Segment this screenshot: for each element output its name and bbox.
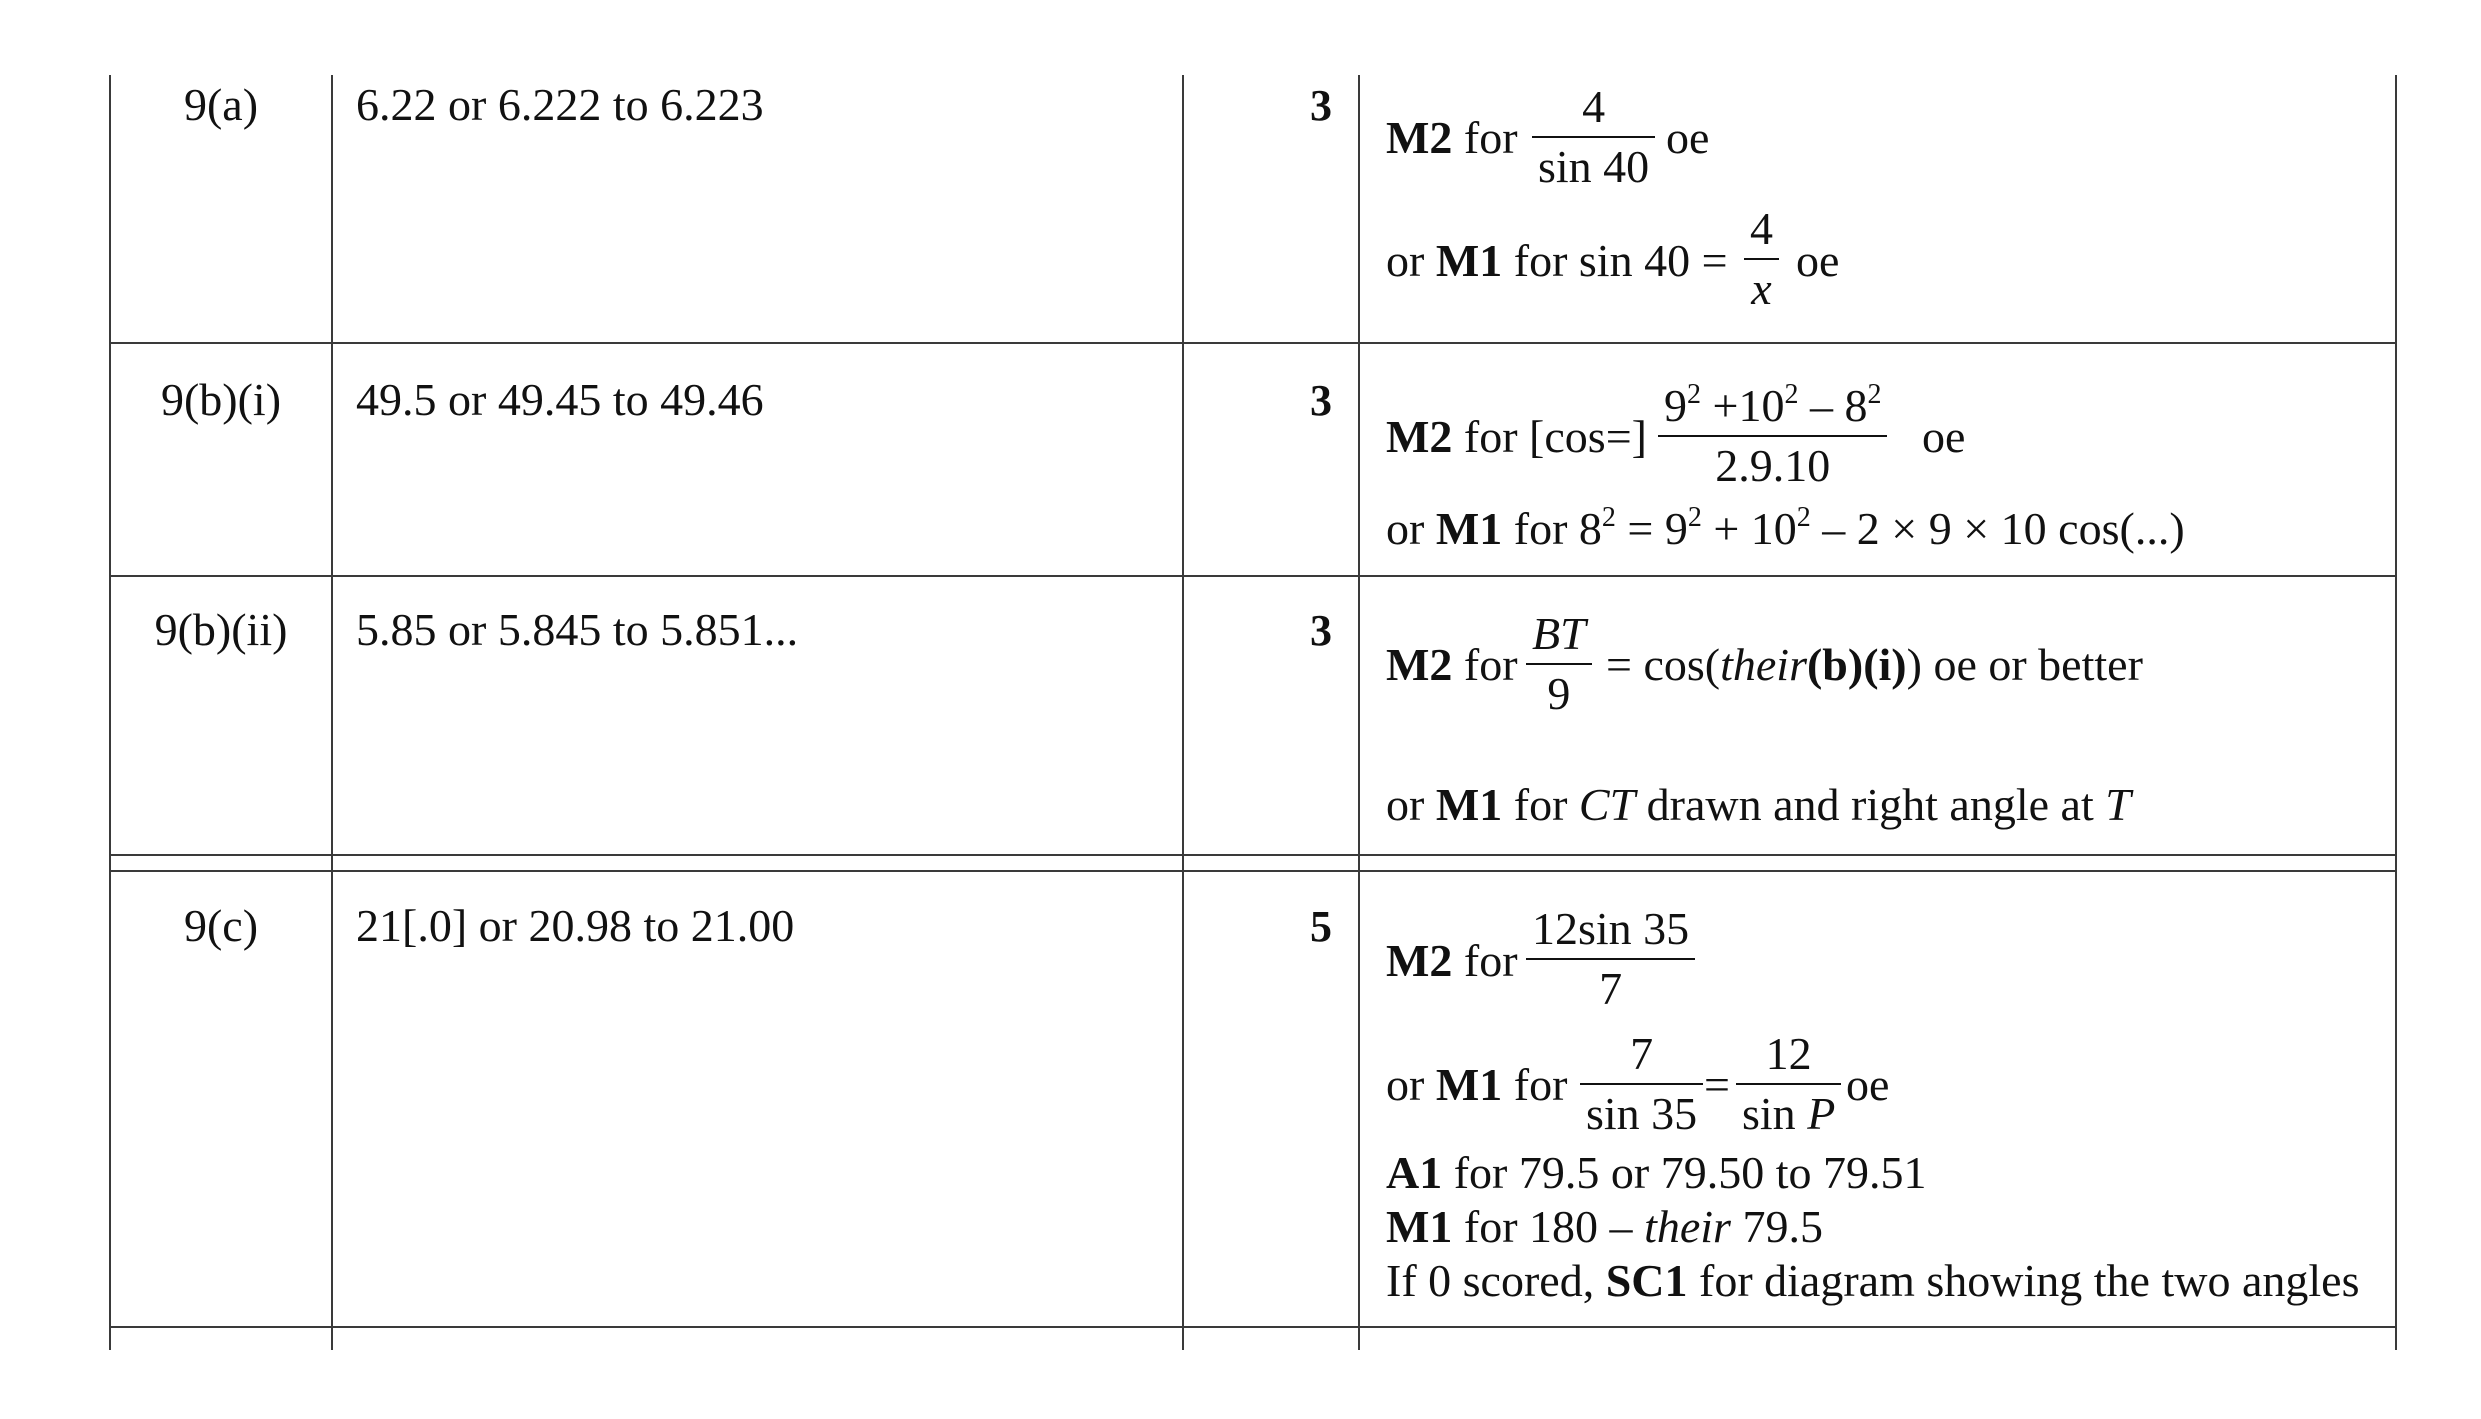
- column-divider-answer: [331, 75, 333, 1350]
- column-divider-marks: [1182, 75, 1184, 1350]
- row-divider: [109, 1326, 2397, 1328]
- m2-line: M2 for: [1386, 112, 1518, 163]
- row-divider: [109, 342, 2397, 344]
- question-number: 9(a): [183, 79, 259, 130]
- cos-expression: = cos(their(b)(i)) oe or better: [1606, 639, 2143, 690]
- table-border-right: [2395, 75, 2397, 1350]
- answer-cell: 49.5 or 49.45 to 49.46: [356, 374, 764, 425]
- answer-cell: 5.85 or 5.845 to 5.851...: [356, 604, 799, 655]
- sc1-line: If 0 scored, SC1 for diagram showing the two angles: [1386, 1255, 2360, 1306]
- row-divider: [109, 870, 2397, 872]
- fraction: 4 x: [1744, 206, 1779, 312]
- answer-cell: 21[.0] or 20.98 to 21.00: [356, 900, 795, 951]
- row-divider: [109, 854, 2397, 856]
- oe-note: oe: [1796, 235, 1840, 286]
- m1-line: or M1 for CT drawn and right angle at T: [1386, 779, 2131, 830]
- answer-cell: 6.22 or 6.222 to 6.223: [356, 79, 764, 130]
- question-number: 9(c): [183, 900, 259, 951]
- m2-line: M2 for: [1386, 935, 1518, 986]
- m2-line: M2 for [cos=]: [1386, 411, 1647, 462]
- fraction: BT 9: [1526, 611, 1592, 717]
- marks-cell: 5: [1310, 902, 1332, 951]
- marks-cell: 3: [1310, 606, 1332, 655]
- m1-line: M1 for 180 – their 79.5: [1386, 1201, 1823, 1252]
- m1-line: or M1 for: [1386, 1059, 1568, 1110]
- fraction: 7 sin 35: [1580, 1031, 1703, 1137]
- fraction: 4 sin 40: [1532, 84, 1655, 190]
- oe-note: oe: [1922, 411, 1966, 462]
- fraction: $9^2 +10^2 - 8^2$ 2.9.10: [1658, 383, 1887, 489]
- fraction: 12 sin P: [1736, 1031, 1841, 1137]
- table-border-left: [109, 75, 111, 1350]
- oe-note: oe: [1666, 112, 1710, 163]
- question-number: 9(b)(i): [160, 374, 282, 425]
- question-number: 9(b)(ii): [154, 604, 288, 655]
- equals-sign: =: [1704, 1059, 1730, 1110]
- fraction: 12sin 35 7: [1526, 906, 1695, 1012]
- marks-cell: 3: [1310, 376, 1332, 425]
- m1-line: or M1 for sin 40 =: [1386, 235, 1728, 286]
- column-divider-guidance: [1358, 75, 1360, 1350]
- m1-line: or M1 for $8^2 = 9^2 + 10^2 - 2 \times 9 \times 10$ cos(...): [1386, 502, 2185, 554]
- marks-cell: 3: [1310, 81, 1332, 130]
- m2-line: M2 for: [1386, 639, 1518, 690]
- a1-line: A1 for 79.5 or 79.50 to 79.51: [1386, 1147, 1927, 1198]
- row-divider: [109, 575, 2397, 577]
- oe-note: oe: [1846, 1059, 1890, 1110]
